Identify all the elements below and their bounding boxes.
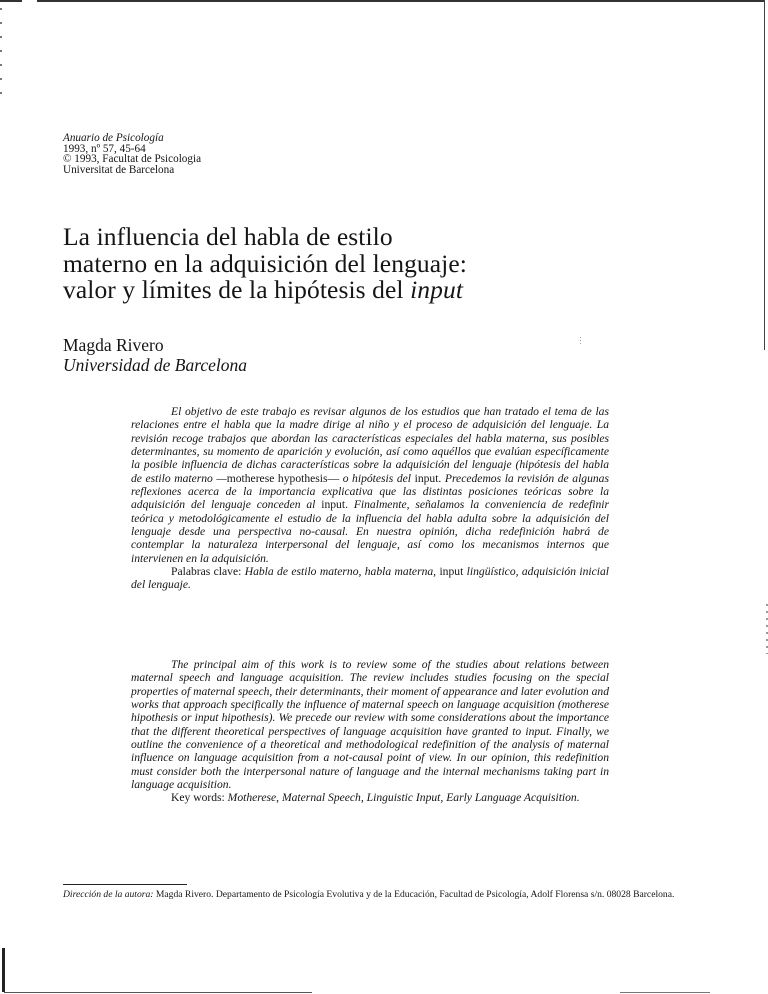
- keywords-en-label: Key words:: [171, 791, 225, 805]
- abstract-es-text-2: o hipótesis del: [339, 471, 415, 485]
- keywords-es-input: input: [439, 565, 464, 579]
- abstract-english-keywords: [131, 791, 609, 804]
- keywords-en-text: Motherese, Maternal Speech, Linguistic Input, Early Language Acquisition.: [224, 791, 580, 805]
- scan-edge-right: [764, 0, 766, 350]
- abstract-spanish-body: [131, 405, 609, 565]
- journal-publisher: Universitat de Barcelona: [63, 163, 175, 176]
- author-address-footnote: [63, 889, 713, 900]
- title-line-3: [63, 277, 467, 304]
- abstract-spanish: [131, 405, 609, 592]
- footnote-label: Dirección de la autora:: [63, 889, 154, 900]
- abstract-es-input-2: input.: [321, 498, 348, 512]
- journal-issue: 1993, nº 57, 45-64: [63, 142, 146, 155]
- scan-edge-top: [37, 0, 764, 2]
- scan-edge-bottom: [4, 992, 312, 994]
- scan-speck: [580, 337, 581, 345]
- title-input-word: input: [410, 275, 463, 304]
- scan-edge-bottom-right: [620, 992, 710, 994]
- keywords-es-label: Palabras clave:: [171, 565, 242, 579]
- article-title: [63, 224, 467, 304]
- abstract-es-motherese: motherese hypothesis—: [226, 471, 340, 485]
- title-line-3-text: valor y límites de la hipótesis del: [63, 275, 411, 304]
- abstract-spanish-keywords: [131, 565, 609, 592]
- scan-edge-top-left: [0, 0, 22, 2]
- abstract-es-text-1: El objetivo de este trabajo es revisar algunos de los estudios que han tratado el tema de las relaciones entre el habla que la madre dirige al niño y el proceso de adquisición del lenguaje. La revisión recoge trabajos que abordan las características especiales del habla materna, sus posibles determinantes, su momento de aparición y evolución, así como aquéllos que evalúan específicamente la posible influencia de dichas características sobre la adquisición del lenguaje (hipótesis del habla de estilo materno —: [131, 405, 609, 485]
- abstract-es-text-3: Precedemos la revisión de algunas reflexiones acerca de la importancia explicativa que las distintas posiciones teóricas sobre la adquisición del lenguaje conceden al: [131, 471, 609, 512]
- title-line-2: materno en la adquisición del lenguaje:: [63, 248, 467, 278]
- keywords-es-text-2: lingüístico, adquisición inicial del lenguaje.: [131, 565, 609, 592]
- author-block: [63, 336, 247, 375]
- scan-edge-left-marks: [0, 8, 2, 103]
- abstract-es-text-4: Finalmente, señalamos la conveniencia de redefinir teórica y metodológicamente el estudio de la influencia del habla adulta sobre la adquisición del lenguaje desde una perspectiva no-causal. En nuestra opinión, dicha redefinición habrá de contemplar la naturaleza interpersonal del lenguaje, así como los mecanismos internos que intervienen en la adquisición.: [131, 498, 609, 565]
- scan-edge-left-bottom: [2, 948, 5, 992]
- keywords-es-text-1: Habla de estilo materno, habla materna,: [241, 565, 440, 579]
- title-line-1: La influencia del habla de estilo: [63, 222, 393, 251]
- journal-header: [63, 133, 201, 175]
- abstract-es-input-1: input.: [414, 471, 442, 485]
- footnote-divider: [63, 884, 187, 885]
- journal-copyright: © 1993, Facultat de Psicologia: [63, 153, 202, 166]
- footnote-text: Magda Rivero. Departamento de Psicología Evolutiva y de la Educación, Facultad de Psicología, Adolf Florensa s/n. 08028 Barcelona.: [153, 889, 675, 900]
- author-affiliation: Universidad de Barcelona: [63, 354, 248, 375]
- author-name: Magda Rivero: [63, 335, 164, 355]
- abstract-english: [131, 658, 609, 805]
- abstract-english-body: The principal aim of this work is to review some of the studies about relations between maternal speech and language acquisition. The review includes studies focusing on the special properties of maternal speech, their determinants, their moment of appearance and later evolution and works that approach specifically the influence of maternal speech on language acquisition (motherese hipothesis or input hipothesis). We precede our review with some considerations about the importance that the different theoretical perspectives of language acquisition have granted to input. Finally, we outline the convenience of a theoretical and methodological redefinition of the analysis of maternal influence on language acquisition from a not-causal point of view. In our opinion, this redefinition must consider both the interpersonal nature of language and the internal mechanisms taking part in language acquisition.: [131, 658, 609, 792]
- journal-name: Anuario de Psicología: [63, 132, 164, 144]
